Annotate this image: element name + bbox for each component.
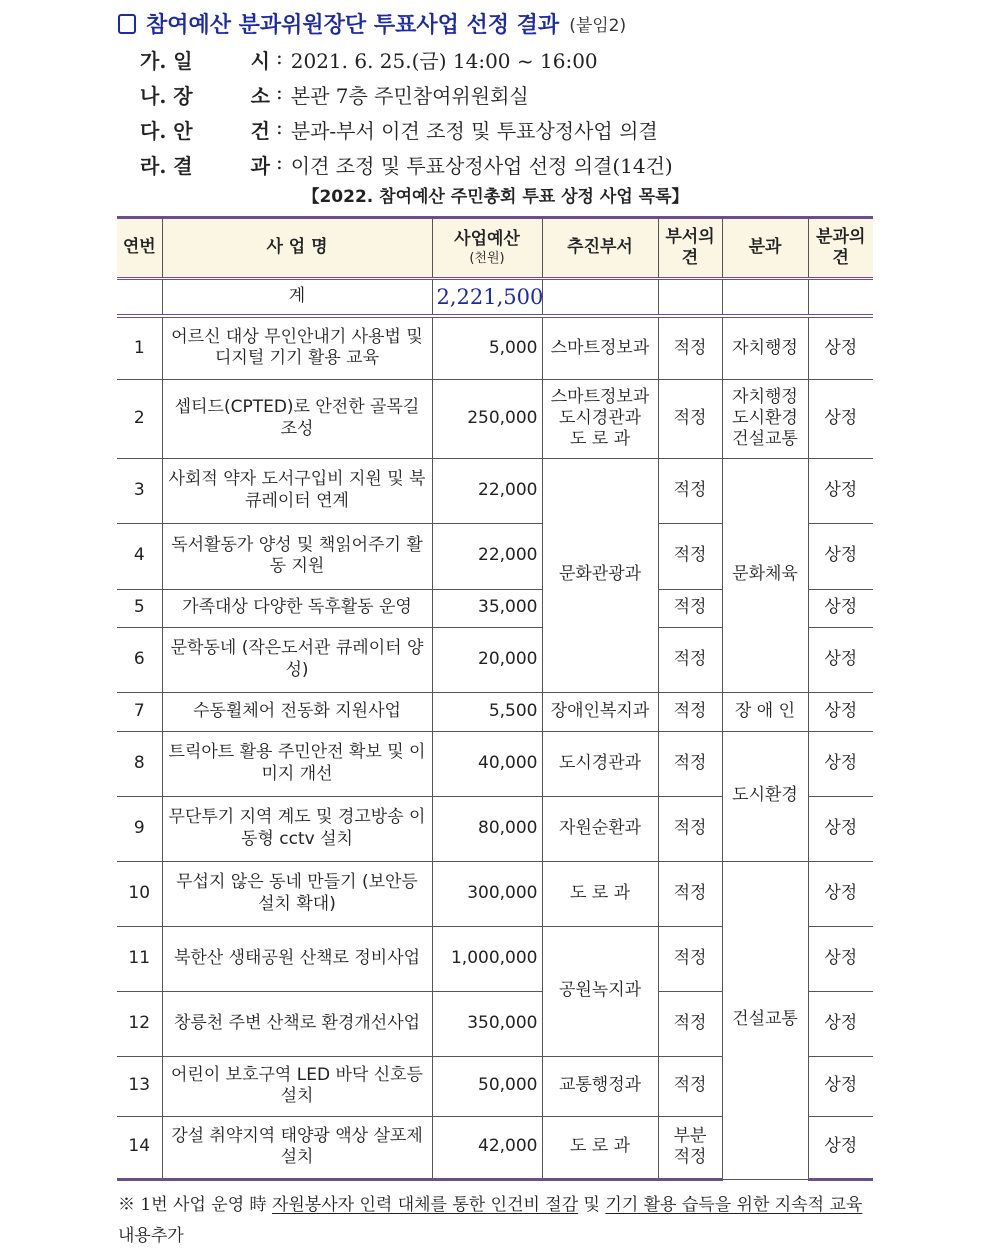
row-budget: 20,000 — [432, 627, 542, 692]
row-no: 1 — [117, 316, 162, 379]
col-committee: 분과 — [722, 218, 808, 279]
col-no: 연번 — [117, 218, 162, 279]
row-c-opinion: 상정 — [808, 316, 873, 379]
row-opinion: 적정 — [658, 796, 722, 861]
row-committee: 건설교통 — [722, 861, 808, 1179]
row-c-opinion: 상정 — [808, 1116, 873, 1179]
row-dept: 문화관광과 — [542, 458, 658, 692]
row-budget: 300,000 — [432, 861, 542, 926]
row-opinion: 적정 — [658, 589, 722, 627]
table-row — [117, 458, 873, 523]
row-name: 무섭지 않은 동네 만들기 (보안등 설치 확대) — [162, 861, 432, 926]
row-name: 셉티드(CPTED)로 안전한 골목길 조성 — [162, 379, 432, 458]
row-c-opinion: 상정 — [808, 458, 873, 523]
row-budget: 50,000 — [432, 1056, 542, 1116]
row-opinion: 적정 — [658, 731, 722, 796]
note-prefix: ※ 1번 사업 운영 時 — [118, 1195, 272, 1215]
total-row — [117, 279, 873, 317]
value: 이견 조정 및 투표상정사업 선정 의결(14건) — [290, 154, 673, 178]
row-name: 트릭아트 활용 주민안전 확보 및 이미지 개선 — [162, 731, 432, 796]
table-row — [117, 316, 873, 379]
label: 나. 장 — [140, 84, 193, 108]
document-title — [118, 8, 626, 39]
row-budget: 1,000,000 — [432, 926, 542, 991]
empty-cell — [808, 279, 873, 317]
col-name: 사 업 명 — [162, 218, 432, 279]
row-budget: 350,000 — [432, 991, 542, 1056]
info-agenda: 다. 안 건 : 분과-부서 이견 조정 및 투표상정사업 의결 — [140, 115, 658, 143]
row-dept: 도 로 과 — [542, 1116, 658, 1179]
col-dept-opinion: 부서의견 — [658, 218, 722, 279]
row-opinion: 적정 — [658, 458, 722, 523]
row-no: 2 — [117, 379, 162, 458]
row-c-opinion: 상정 — [808, 796, 873, 861]
checkbox-bullet-icon — [118, 14, 136, 34]
row-no: 13 — [117, 1056, 162, 1116]
total-amount: 2,221,500 — [432, 279, 542, 317]
row-name: 수동휠체어 전동화 지원사업 — [162, 692, 432, 731]
col-budget — [432, 218, 542, 279]
note-mid: 및 — [578, 1195, 606, 1215]
note-underlined-1: 자원봉사자 인력 대체를 통한 인건비 절감 — [271, 1195, 579, 1215]
table-header — [117, 218, 873, 279]
row-no: 6 — [117, 627, 162, 692]
budget-label: 사업예산 — [454, 229, 520, 250]
row-committee: 도시환경 — [722, 731, 808, 861]
row-no: 11 — [117, 926, 162, 991]
row-dept: 도시경관과 — [542, 731, 658, 796]
row-c-opinion: 상정 — [808, 861, 873, 926]
row-dept: 도 로 과 — [542, 861, 658, 926]
row-name: 독서활동가 양성 및 책읽어주기 활동 지원 — [162, 523, 432, 589]
label: 다. 안 — [140, 119, 193, 143]
empty-cell — [542, 279, 658, 317]
value: 2021. 6. 25.(금) 14:00 ~ 16:00 — [290, 49, 598, 73]
row-no: 9 — [117, 796, 162, 861]
row-no: 4 — [117, 523, 162, 589]
row-dept: 스마트정보과 도시경관과 도 로 과 — [542, 379, 658, 458]
row-c-opinion: 상정 — [808, 991, 873, 1056]
row-no: 3 — [117, 458, 162, 523]
row-opinion: 적정 — [658, 627, 722, 692]
row-budget: 40,000 — [432, 731, 542, 796]
label: 소 — [250, 84, 270, 108]
value: 분과-부서 이견 조정 및 투표상정사업 의결 — [290, 119, 658, 143]
label: 과 — [250, 154, 270, 178]
row-committee: 장 애 인 — [722, 692, 808, 731]
title-attachment: (붙임2) — [569, 16, 627, 36]
note-underlined-2: 기기 활용 습득을 위한 지속적 교육 — [605, 1195, 863, 1215]
row-committee: 자치행정 — [722, 316, 808, 379]
row-dept: 공원녹지과 — [542, 926, 658, 1056]
row-budget: 22,000 — [432, 523, 542, 589]
row-budget: 22,000 — [432, 458, 542, 523]
row-name: 무단투기 지역 계도 및 경고방송 이동형 cctv 설치 — [162, 796, 432, 861]
footnote — [118, 1190, 878, 1252]
budget-unit: (천원) — [469, 250, 505, 266]
row-budget: 5,500 — [432, 692, 542, 731]
row-dept: 자원순환과 — [542, 796, 658, 861]
value: 본관 7층 주민참여위원회실 — [290, 84, 529, 108]
col-dept: 추진부서 — [542, 218, 658, 279]
row-c-opinion: 상정 — [808, 627, 873, 692]
table-row — [117, 692, 873, 731]
row-no: 10 — [117, 861, 162, 926]
table-caption: 【2022. 참여예산 주민총회 투표 상정 사업 목록】 — [302, 187, 689, 207]
row-name: 가족대상 다양한 독후활동 운영 — [162, 589, 432, 627]
row-budget: 80,000 — [432, 796, 542, 861]
row-name: 창릉천 주변 산책로 환경개선사업 — [162, 991, 432, 1056]
empty-cell — [658, 279, 722, 317]
row-opinion: 적정 — [658, 991, 722, 1056]
total-label: 계 — [162, 279, 432, 317]
row-budget: 5,000 — [432, 316, 542, 379]
row-name: 어르신 대상 무인안내기 사용법 및 디지털 기기 활용 교육 — [162, 316, 432, 379]
label: 시 — [250, 49, 270, 73]
title-text: 참여예산 분과위원장단 투표사업 선정 결과 — [146, 13, 560, 38]
row-opinion: 적정 — [658, 316, 722, 379]
table-row — [117, 379, 873, 458]
row-dept: 교통행정과 — [542, 1056, 658, 1116]
table-row — [117, 731, 873, 796]
row-name: 사회적 약자 도서구입비 지원 및 북큐레이터 연계 — [162, 458, 432, 523]
empty-cell — [722, 279, 808, 317]
row-c-opinion: 상정 — [808, 731, 873, 796]
row-opinion: 적정 — [658, 692, 722, 731]
col-committee-opinion: 분과의견 — [808, 218, 873, 279]
info-date: 가. 일 시 : 2021. 6. 25.(금) 14:00 ~ 16:00 — [140, 45, 598, 73]
row-opinion: 적정 — [658, 861, 722, 926]
row-no: 8 — [117, 731, 162, 796]
row-c-opinion: 상정 — [808, 692, 873, 731]
row-name: 문학동네 (작은도서관 큐레이터 양성) — [162, 627, 432, 692]
row-committee: 자치행정 도시환경 건설교통 — [722, 379, 808, 458]
row-c-opinion: 상정 — [808, 1056, 873, 1116]
row-opinion: 적정 — [658, 1056, 722, 1116]
row-no: 7 — [117, 692, 162, 731]
project-table — [117, 216, 873, 1181]
label: 라. 결 — [140, 154, 193, 178]
row-committee: 문화체육 — [722, 458, 808, 692]
row-c-opinion: 상정 — [808, 379, 873, 458]
row-name: 강설 취약지역 태양광 액상 살포제 설치 — [162, 1116, 432, 1179]
row-dept: 스마트정보과 — [542, 316, 658, 379]
info-place: 나. 장 소 : 본관 7층 주민참여위원회실 — [140, 80, 529, 108]
row-budget: 35,000 — [432, 589, 542, 627]
row-no: 5 — [117, 589, 162, 627]
label: 가. 일 — [140, 49, 193, 73]
row-opinion: 부분적정 — [658, 1116, 722, 1179]
row-c-opinion: 상정 — [808, 926, 873, 991]
row-budget: 250,000 — [432, 379, 542, 458]
empty-cell — [117, 279, 162, 317]
row-opinion: 적정 — [658, 379, 722, 458]
row-opinion: 적정 — [658, 523, 722, 589]
row-c-opinion: 상정 — [808, 523, 873, 589]
info-result: 라. 결 과 : 이견 조정 및 투표상정사업 선정 의결(14건) — [140, 150, 673, 178]
row-c-opinion: 상정 — [808, 589, 873, 627]
note-suffix: 내용추가 — [118, 1226, 184, 1246]
row-no: 12 — [117, 991, 162, 1056]
row-budget: 42,000 — [432, 1116, 542, 1179]
row-no: 14 — [117, 1116, 162, 1179]
row-name: 어린이 보호구역 LED 바닥 신호등 설치 — [162, 1056, 432, 1116]
row-name: 북한산 생태공원 산책로 정비사업 — [162, 926, 432, 991]
label: 건 — [250, 119, 270, 143]
row-dept: 장애인복지과 — [542, 692, 658, 731]
table-row — [117, 861, 873, 926]
row-opinion: 적정 — [658, 926, 722, 991]
